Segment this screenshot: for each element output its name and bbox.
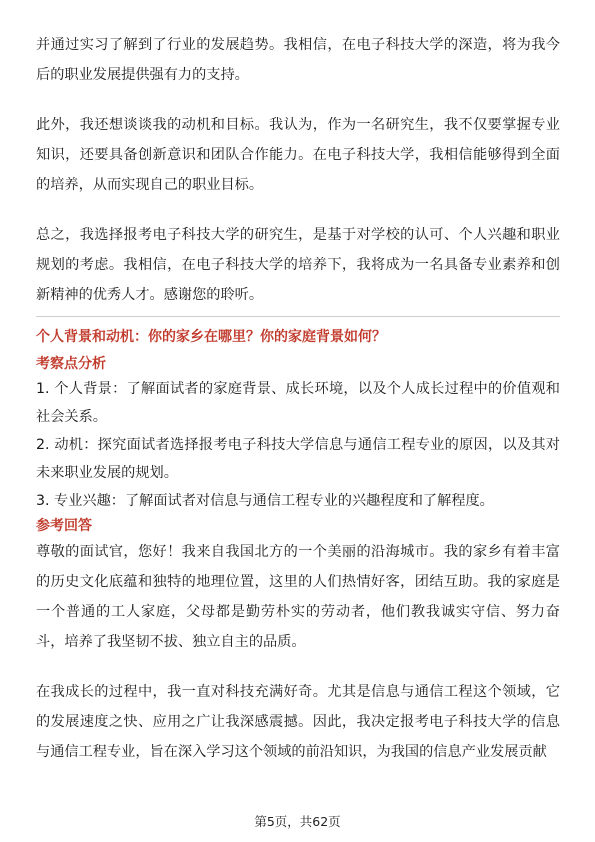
analysis-point: 1. 个人背景：了解面试者的家庭背景、成长环境，以及个人成长过程中的价值观和社会关系。 (36, 381, 560, 425)
answer-paragraph: 尊敬的面试官，您好！我来自我国北方的一个美丽的沿海城市。我的家乡有着丰富的历史文化底蕴和独特的地理位置，这里的人们热情好客，团结互助。我的家庭是一个普通的工人家庭，父母都是勤劳朴实的劳动者，他们教我诚实守信、努力奋斗，培养了我坚韧不拔、独立自主的品质。 (36, 544, 560, 650)
body-paragraph: 并通过实习了解到了行业的发展趋势。我相信，在电子科技大学的深造，将为我今后的职业发展提供强有力的支持。 (36, 37, 560, 83)
analysis-point: 3. 专业兴趣：了解面试者对信息与通信工程专业的兴趣程度和了解程度。 (36, 493, 494, 509)
question-title: 个人背景和动机：你的家乡在哪里？你的家庭背景如何？ (36, 329, 386, 345)
analysis-heading: 考察点分析 (36, 356, 106, 372)
analysis-point: 2. 动机：探究面试者选择报考电子科技大学信息与通信工程专业的原因，以及其对未来职业发展的规划。 (36, 437, 560, 481)
page-number: 第5页，共62页 (254, 814, 341, 829)
body-paragraph: 此外，我还想谈谈我的动机和目标。我认为，作为一名研究生，我不仅要掌握专业知识，还要具备创新意识和团队合作能力。在电子科技大学，我相信能够得到全面的培养，从而实现自己的职业目标。 (36, 117, 560, 193)
paragraph-gap (36, 200, 560, 220)
analysis-points (36, 375, 560, 515)
section-divider (36, 316, 560, 317)
page-content (36, 30, 560, 767)
body-paragraph: 总之，我选择报考电子科技大学的研究生，是基于对学校的认可、个人兴趣和职业规划的考虑。我相信，在电子科技大学的培养下，我将成为一名具备专业素养和创新精神的优秀人才。感谢您的聆听。 (36, 227, 560, 303)
paragraph-gap (36, 657, 560, 677)
paragraph-gap (36, 90, 560, 110)
answer-heading: 参考回答 (36, 518, 92, 534)
answer-paragraph: 在我成长的过程中，我一直对科技充满好奇。尤其是信息与通信工程这个领域，它的发展速度之快、应用之广让我深感震撼。因此，我决定报考电子科技大学的信息与通信工程专业，旨在深入学习这个领域的前沿知识，为我国的信息产业发展贡献 (36, 684, 560, 760)
